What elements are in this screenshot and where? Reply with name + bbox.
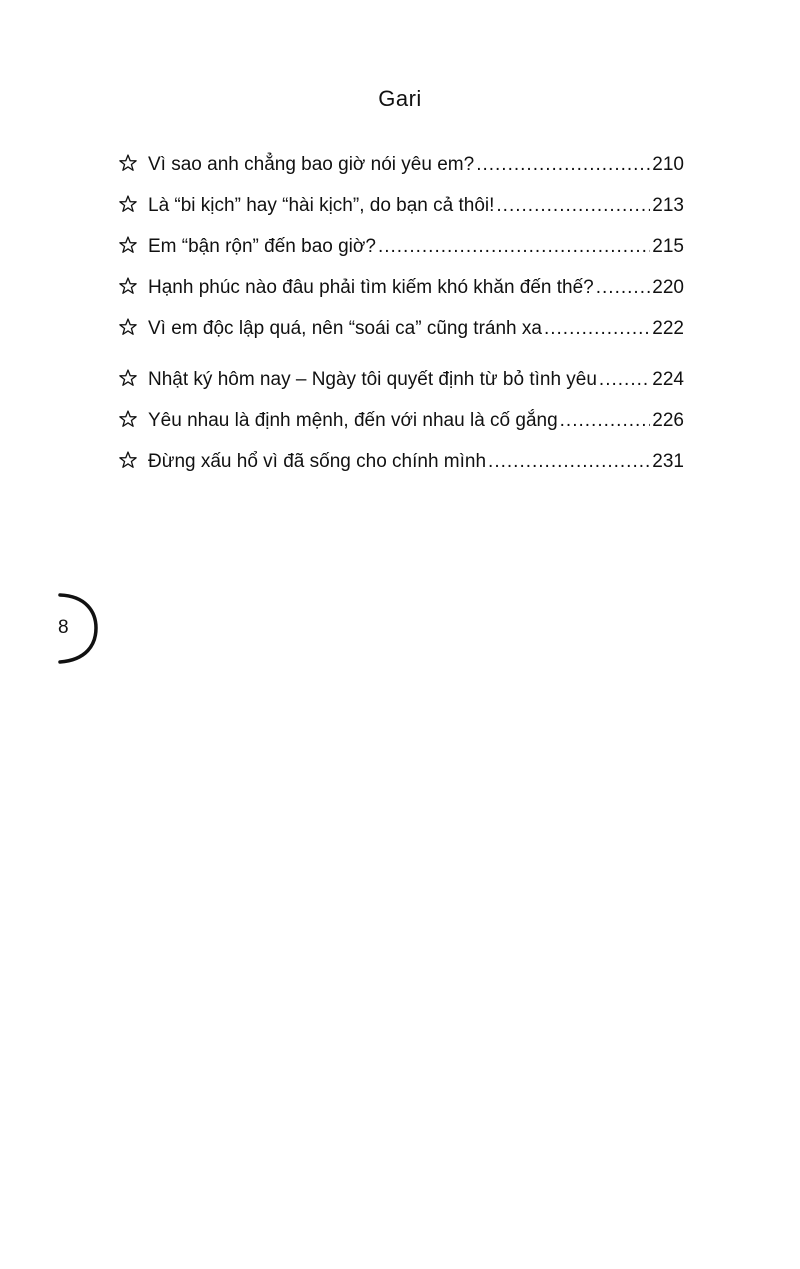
toc-entry[interactable]	[118, 232, 684, 273]
toc-entry-page: 210	[652, 154, 684, 175]
dot-leader	[596, 274, 651, 302]
star-outline-icon	[118, 194, 148, 214]
page-number: 8	[58, 617, 69, 638]
toc-entry-title: Là “bi kịch” hay “hài kịch”, do bạn cả thôi!	[148, 195, 495, 216]
table-of-contents	[118, 150, 684, 488]
toc-entry[interactable]	[118, 191, 684, 232]
toc-entry-page: 224	[652, 369, 684, 390]
star-outline-icon	[118, 317, 148, 337]
dot-leader	[560, 407, 651, 435]
dot-leader	[378, 233, 650, 261]
page-header-title: Gari	[378, 86, 422, 111]
star-outline-icon	[118, 409, 148, 429]
page-number-marker	[58, 590, 118, 670]
star-outline-icon	[118, 450, 148, 470]
toc-entry[interactable]	[118, 150, 684, 191]
toc-entry-page: 215	[652, 236, 684, 257]
toc-entry-title: Vì sao anh chẳng bao giờ nói yêu em?	[148, 154, 475, 175]
toc-entry-title: Vì em độc lập quá, nên “soái ca” cũng tránh xa	[148, 318, 542, 339]
dot-leader	[496, 192, 650, 220]
toc-entry-title: Nhật ký hôm nay – Ngày tôi quyết định từ bỏ tình yêu	[148, 369, 597, 390]
toc-entry[interactable]	[118, 314, 684, 355]
dot-leader	[488, 448, 650, 476]
toc-entry-page: 213	[652, 195, 684, 216]
toc-entry-title: Đừng xấu hổ vì đã sống cho chính mình	[148, 451, 487, 472]
star-outline-icon	[118, 235, 148, 255]
toc-entry-page: 231	[652, 451, 684, 472]
toc-entry-page: 222	[652, 318, 684, 339]
star-outline-icon	[118, 276, 148, 296]
toc-entry-page: 226	[652, 410, 684, 431]
dot-leader	[544, 315, 650, 343]
toc-entry-title: Yêu nhau là định mệnh, đến với nhau là cố gắng	[148, 410, 558, 431]
toc-entry-title: Hạnh phúc nào đâu phải tìm kiếm khó khăn đến thế?	[148, 277, 594, 298]
toc-entry-page: 220	[652, 277, 684, 298]
toc-entry-title: Em “bận rộn” đến bao giờ?	[148, 236, 376, 257]
star-outline-icon	[118, 368, 148, 388]
toc-entry[interactable]	[118, 406, 684, 447]
toc-entry[interactable]	[118, 273, 684, 314]
toc-entry[interactable]	[118, 365, 684, 406]
dot-leader	[599, 366, 650, 394]
dot-leader	[476, 151, 650, 179]
toc-entry[interactable]	[118, 447, 684, 488]
star-outline-icon	[118, 153, 148, 173]
